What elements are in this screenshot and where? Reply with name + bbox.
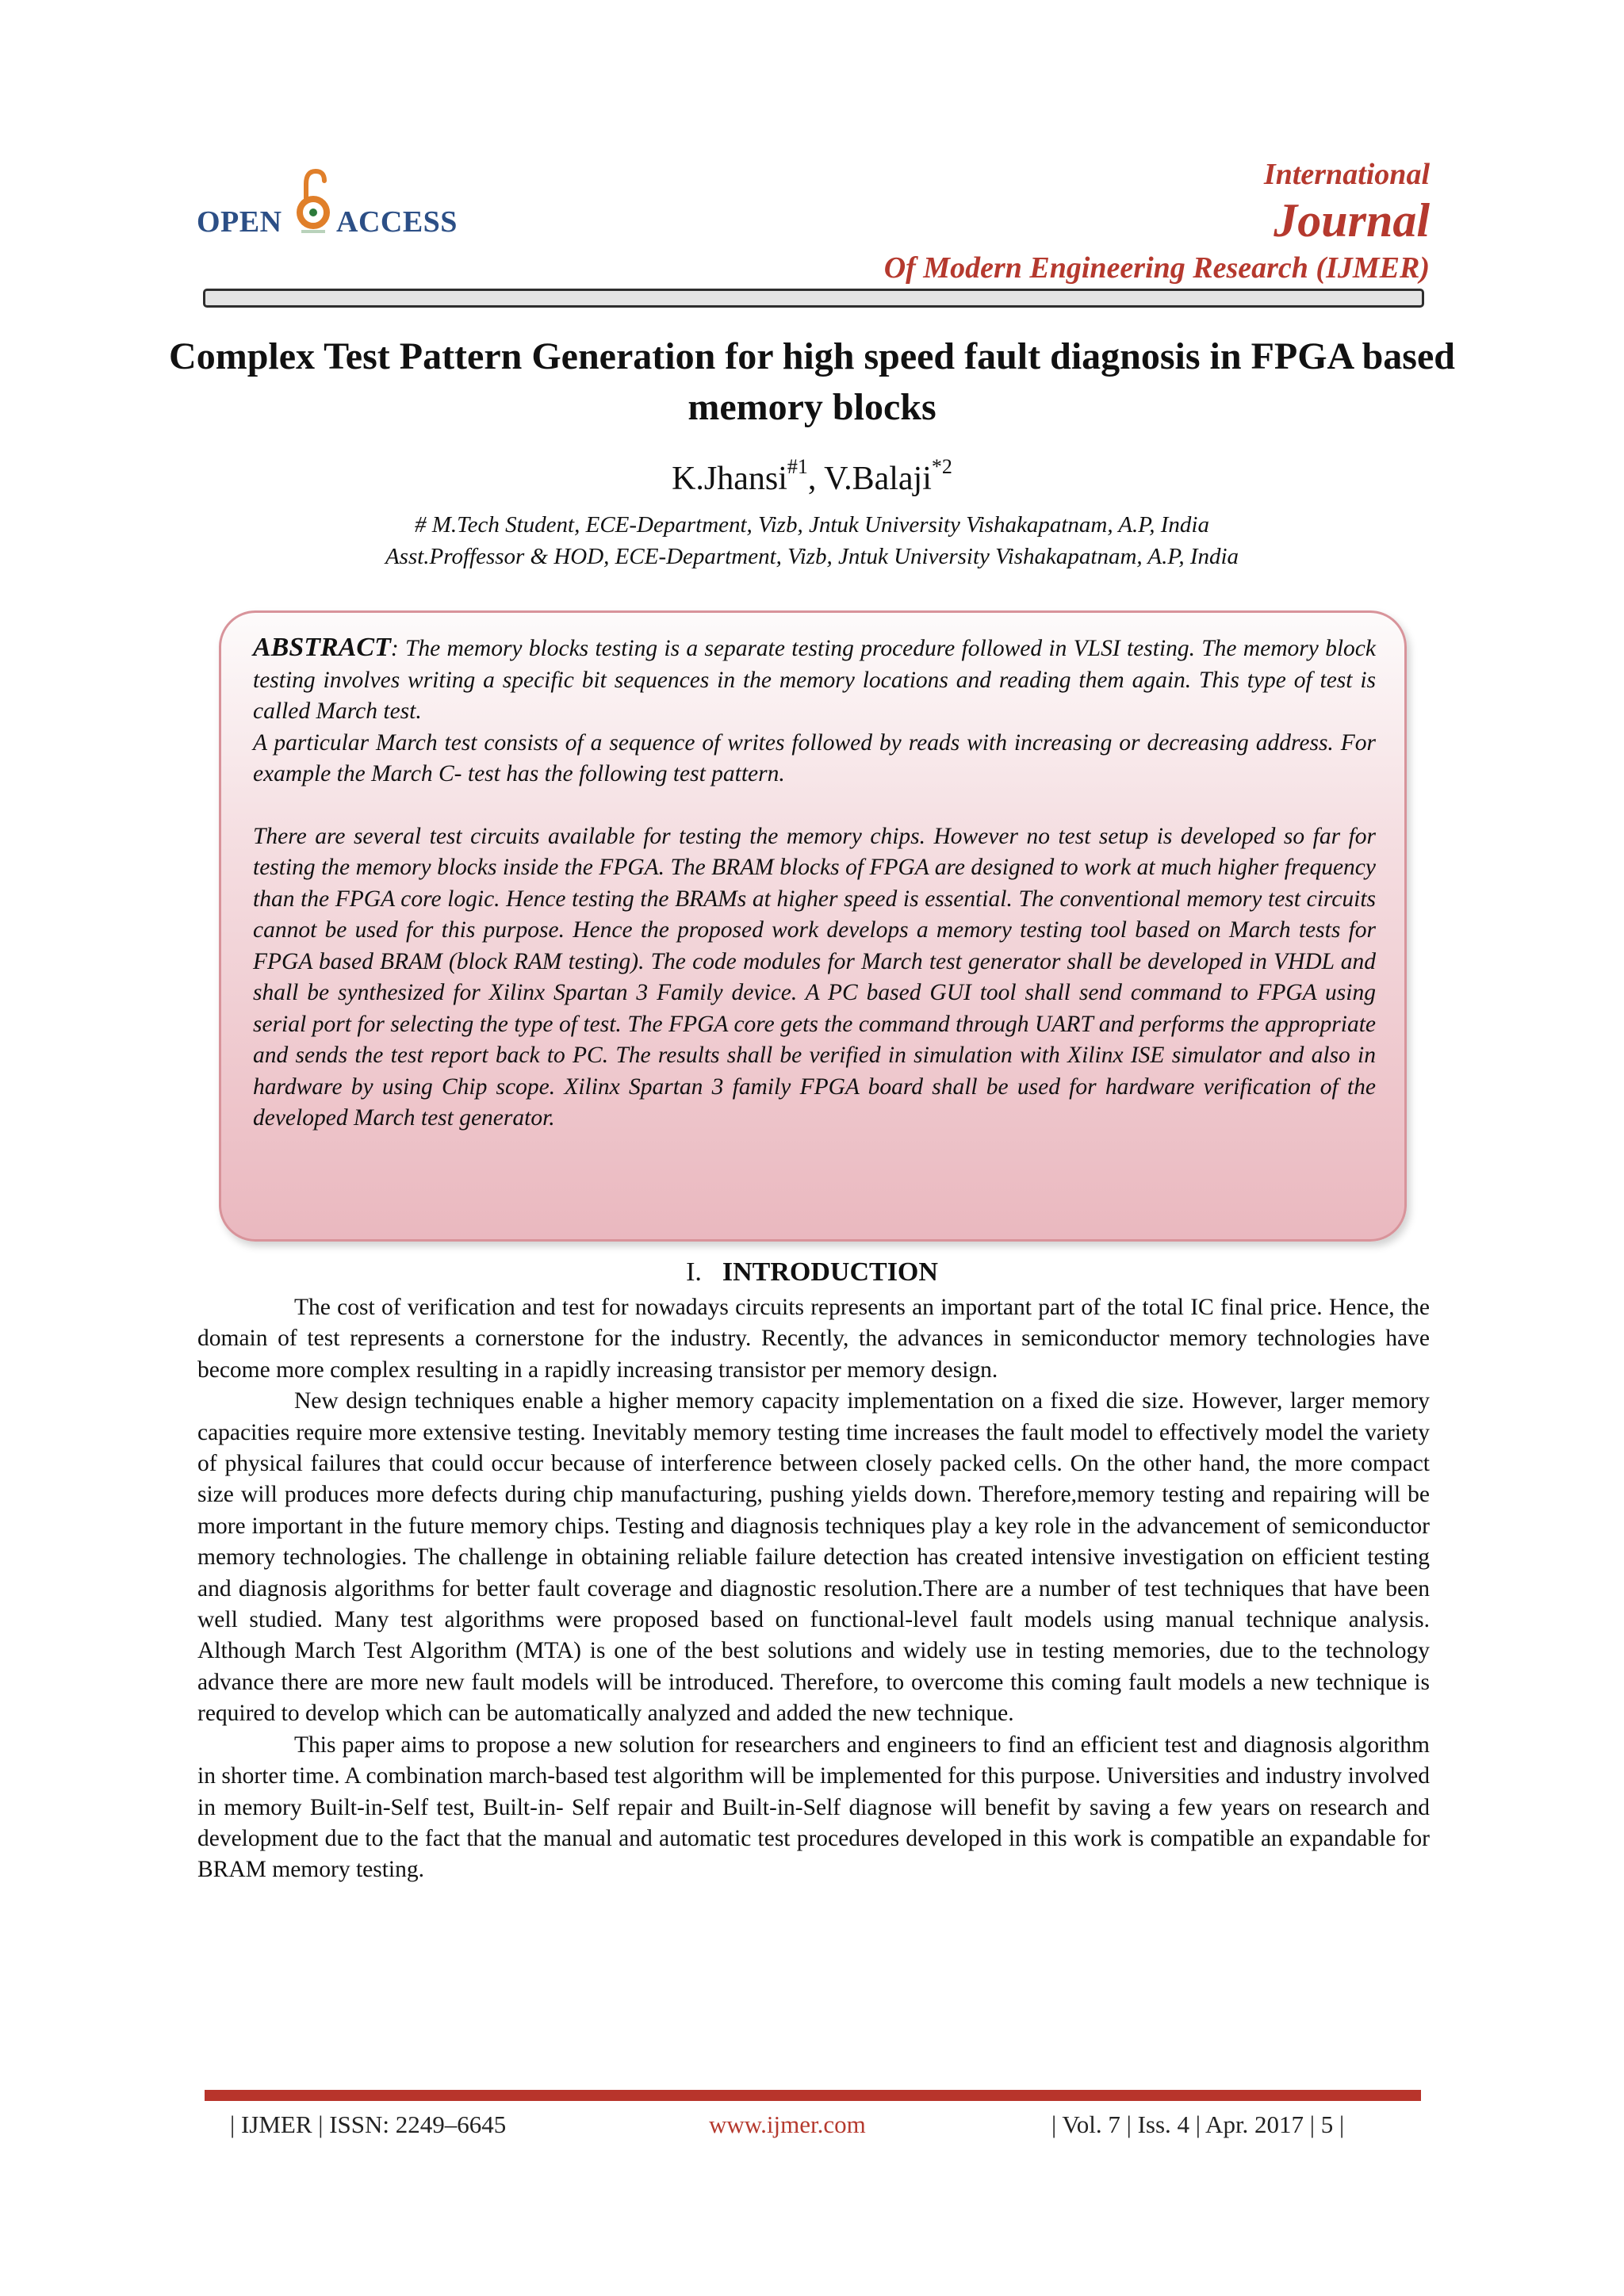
abstract-p1: The memory blocks testing is a separate testing procedure followed in VLSI testing. The memory block testing involves writing a specific bit sequences in the memory locations and reading them again. This type of test is called March test. bbox=[253, 636, 1376, 724]
author-separator: , bbox=[807, 461, 825, 497]
author-2: V.Balaji bbox=[824, 461, 932, 497]
author-2-marker: *2 bbox=[931, 455, 952, 478]
footer-website-link[interactable]: www.ijmer.com bbox=[709, 2110, 866, 2138]
introduction-body bbox=[197, 1292, 1430, 1886]
section-title: INTRODUCTION bbox=[722, 1257, 938, 1287]
affiliation-1: # M.Tech Student, ECE-Department, Vizb, Jntuk University Vishakapatnam, A.P, India bbox=[415, 512, 1209, 538]
paper-title: Complex Test Pattern Generation for high speed fault diagnosis in FPGA based memory blocks bbox=[169, 335, 1455, 428]
open-access-label bbox=[197, 205, 458, 239]
affiliation-2: Asst.Proffessor & HOD, ECE-Department, Vizb, Jntuk University Vishakapatnam, A.P, India bbox=[385, 544, 1239, 569]
abstract-text bbox=[253, 632, 1376, 1135]
open-access-left: OPEN bbox=[197, 205, 282, 239]
journal-line-ijmer: Of Modern Engineering Research (IJMER) bbox=[883, 251, 1430, 285]
abstract-label: ABSTRACT bbox=[253, 633, 391, 662]
footer-divider-bar bbox=[205, 2090, 1421, 2101]
intro-paragraph: The cost of verification and test for nowadays circuits represents an important part of the total IC final price. Hence, the domain of test represents a cornerstone for the industry. Recently, the advances in semiconductor memory technologies have become more complex resulting in a rapidly increasing transistor per memory design. bbox=[197, 1295, 1430, 1383]
author-1-marker: #1 bbox=[787, 455, 808, 478]
journal-line-journal: Journal bbox=[1274, 194, 1430, 247]
header-divider-bar bbox=[203, 289, 1424, 308]
intro-paragraph: This paper aims to propose a new solution for researchers and engineers to find an efficient test and diagnosis algorithm in shorter time. A combination march-based test algorithm will be implemented for this purpose. Universities and industry involved in memory Built-in-Self test, Built-in- Self repair and Built-in-Self diagnose will benefit by saving a few years on research and development due to the fact that the manual and automatic test procedures developed in this work is compatible an expandable for BRAM memory testing. bbox=[197, 1732, 1430, 1883]
open-access-right: ACCESS bbox=[336, 205, 458, 239]
abstract-paragraph-3: There are several test circuits available for testing the memory chips. However no test setup is developed so far for testing the memory blocks inside the FPGA. The BRAM blocks of FPGA are designed to work at much higher frequency than the FPGA core logic. Hence testing the BRAMs at higher speed is essential. The conventional memory test circuits cannot be used for this purpose. Hence the proposed work develops a memory testing tool based on March tests for FPGA based BRAM (block RAM testing). The code modules for March test generator shall be developed in VHDL and shall be synthesized for Xilinx Spartan 3 Family device. A PC based GUI tool shall send command to FPGA using serial port for selecting the type of test. The FPGA core gets the command through UART and performs the appropriate and sends the test report back to PC. The results shall be verified in simulation with Xilinx ISE simulator and also in hardware by using Chip scope. Xilinx Spartan 3 family FPGA board shall be used for hardware verification of the developed March test generator. bbox=[253, 823, 1376, 1131]
author-1: K.Jhansi bbox=[672, 461, 787, 497]
authors-line bbox=[0, 455, 1624, 498]
footer-volume-info: | Vol. 7 | Iss. 4 | Apr. 2017 | 5 | bbox=[1051, 2110, 1345, 2138]
open-access-lock-icon bbox=[295, 166, 331, 239]
intro-paragraph: New design techniques enable a higher memory capacity implementation on a fixed die size. However, larger memory capacities require more extensive testing. Inevitably memory testing time increases the fault model to effectively model the variety of physical failures that could occur because of interference between closely packed cells. On the other hand, the more compact size will produces more defects during chip manufacturing, pushing yields down. Therefore,memory testing and repairing will be more important in the future memory chips. Testing and diagnosis techniques play a key role in the advancement of semiconductor memory technologies. The challenge in obtaining reliable failure detection has created intensive investigation on efficient testing and diagnosis algorithms for better fault coverage and diagnostic resolution.There are a number of test techniques that have been well studied. Many test algorithms were proposed based on functional-level fault models using manual technique analysis. Although March Test Algorithm (MTA) is one of the best solutions and widely use in testing memories, due to the technology advance there are more new fault models will be introduced. Therefore, to overcome this coming fault models a new technique is required to develop which can be automatically analyzed and added the new technique. bbox=[197, 1388, 1430, 1727]
journal-line-international: International bbox=[1263, 158, 1430, 191]
section-number: I. bbox=[686, 1257, 702, 1287]
abstract-colon: : bbox=[390, 636, 399, 661]
section-heading-introduction bbox=[0, 1257, 1624, 1288]
abstract-paragraph-2: A particular March test consists of a sequence of writes followed by reads with increasing or decreasing address. For example the March C- test has the following test pattern. bbox=[253, 729, 1376, 786]
abstract-paragraph-1 bbox=[253, 632, 1376, 728]
abstract-box bbox=[219, 610, 1407, 1242]
footer-journal-issn: | IJMER | ISSN: 2249–6645 bbox=[230, 2110, 507, 2138]
